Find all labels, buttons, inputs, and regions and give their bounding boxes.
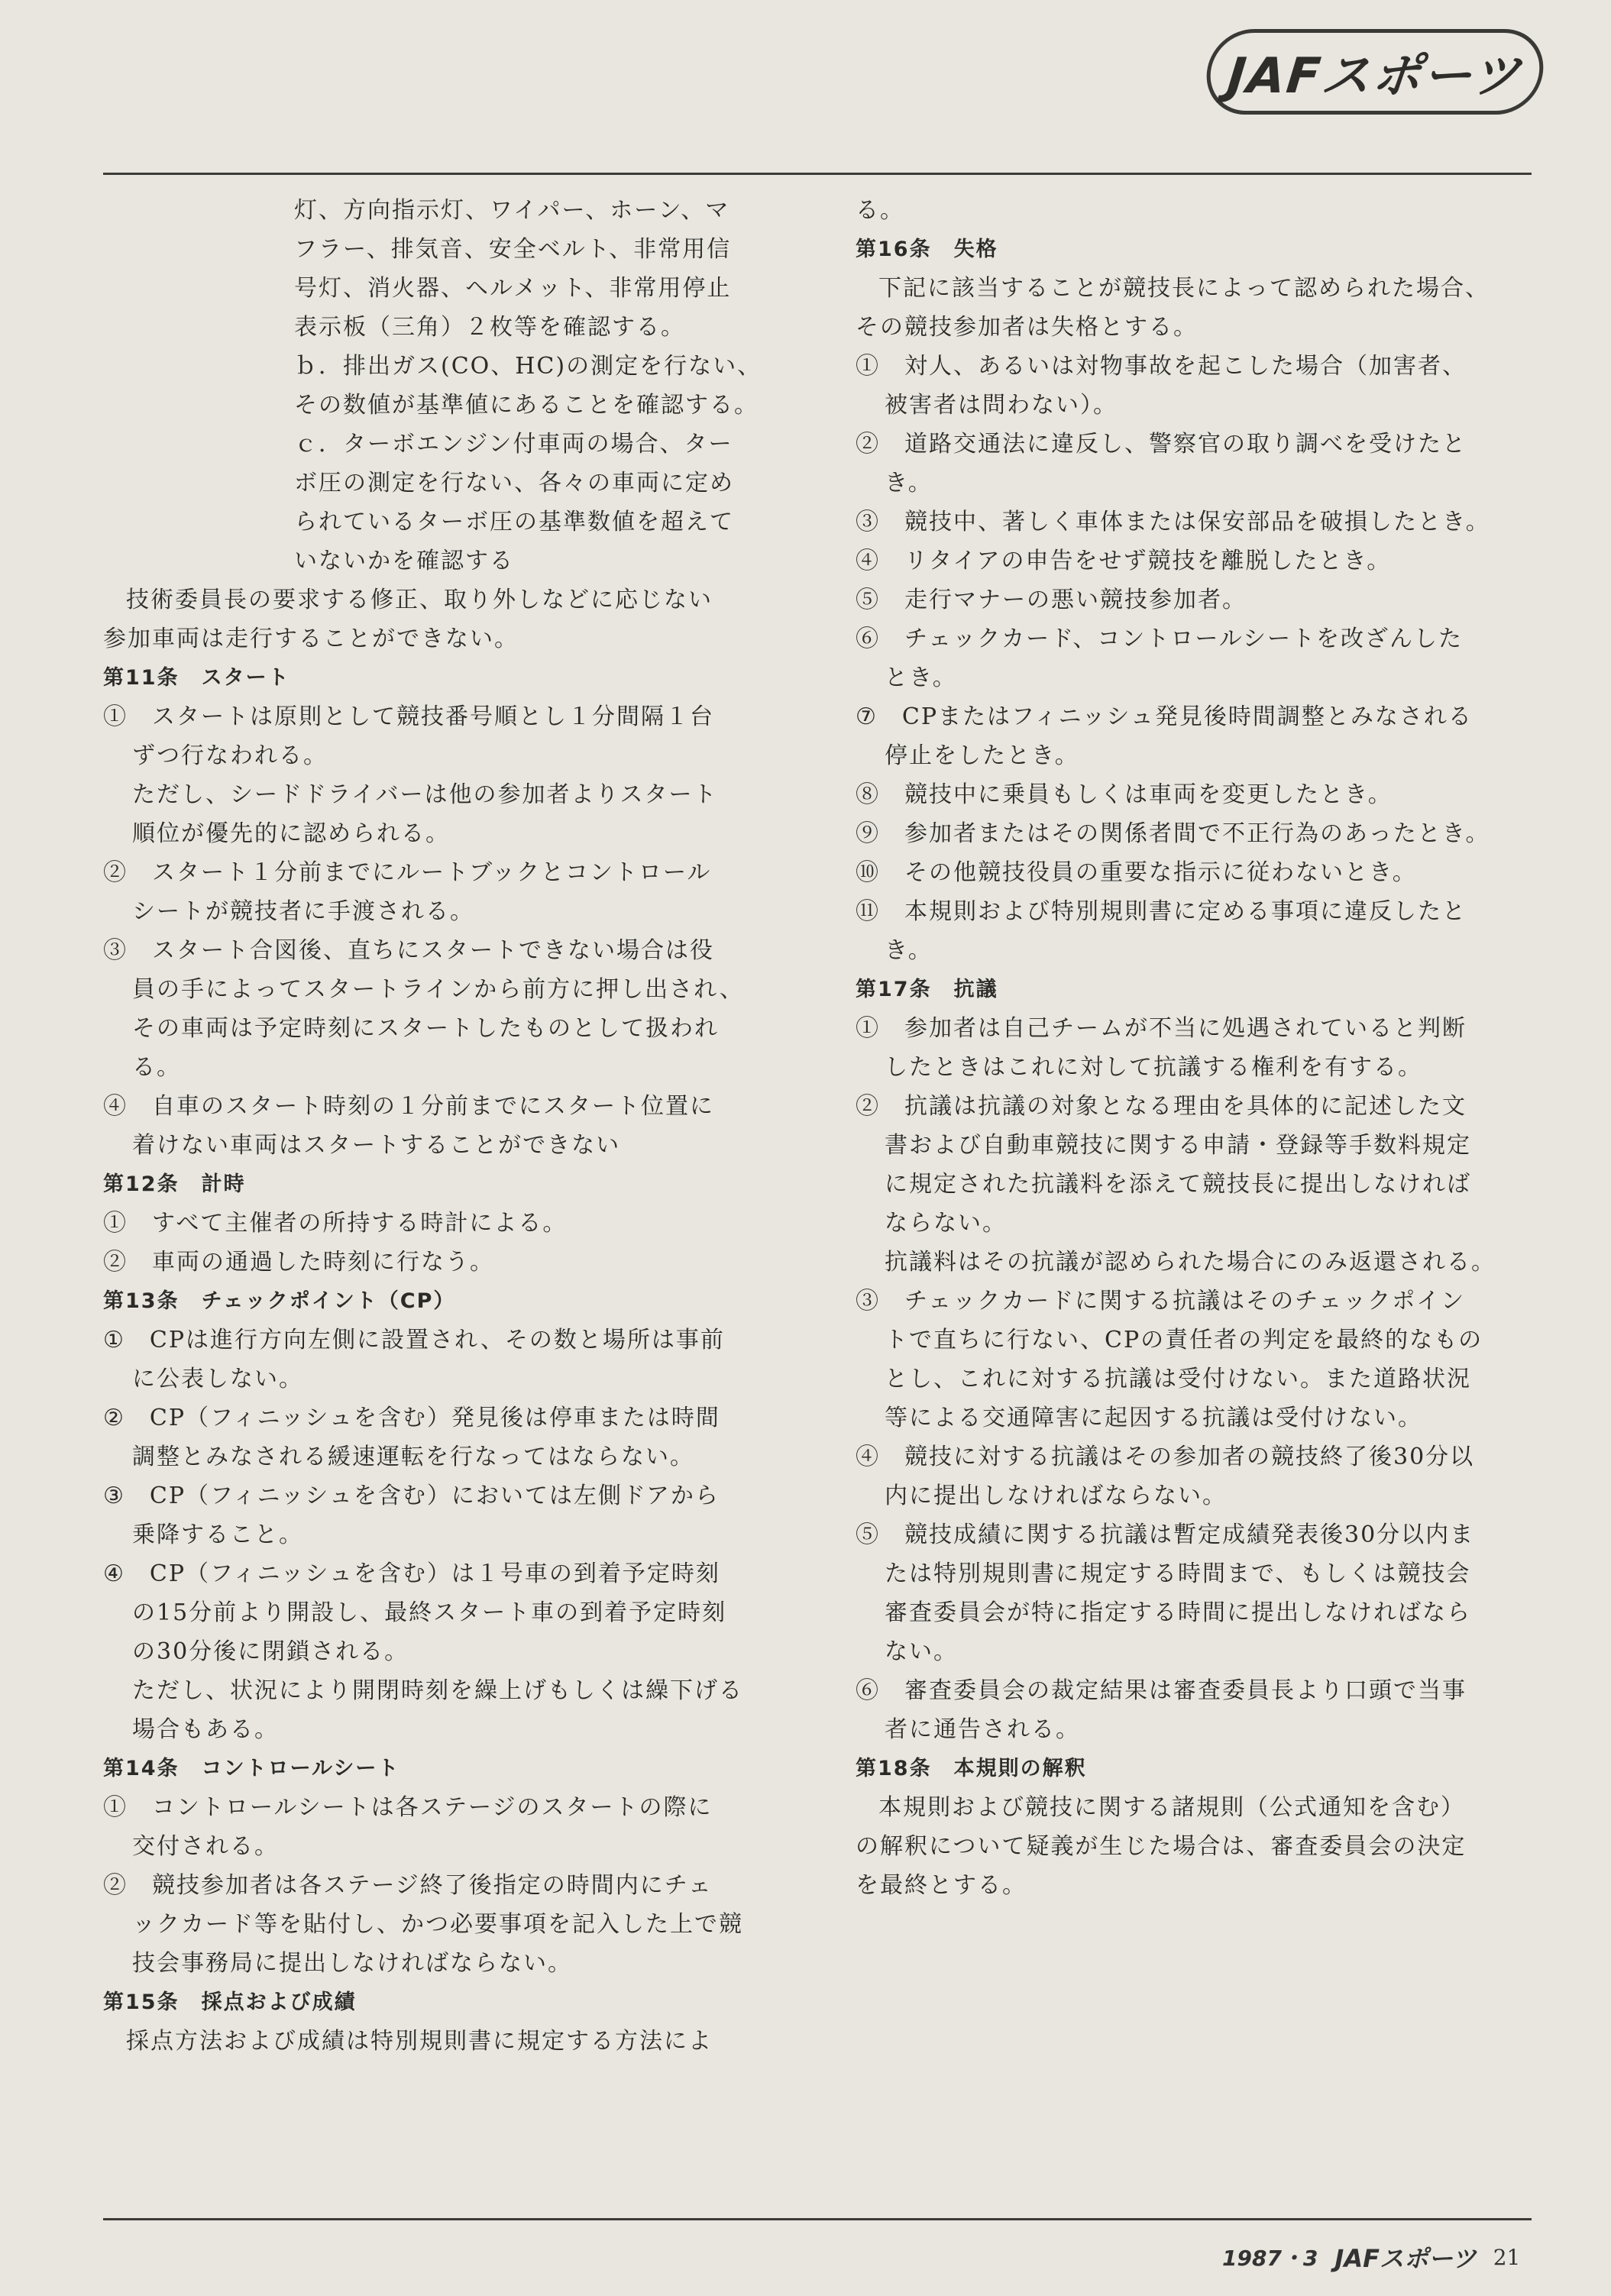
text-line: 内に提出しなければならない。 <box>885 1483 1227 1509</box>
text-line: トで直ちに行ない、CPの責任者の判定を最終的なもの <box>885 1327 1483 1353</box>
left-column <box>103 191 794 2061</box>
text-line: ② 抗議は抗議の対象となる理由を具体的に記述した文 <box>856 1093 1467 1120</box>
text-line: き。 <box>885 470 933 496</box>
text-line: ② スタート１分前までにルートブックとコントロール <box>103 859 712 886</box>
header-rule <box>103 173 1532 175</box>
text-line: ② 道路交通法に違反し、警察官の取り調べを受けたと <box>856 431 1467 458</box>
text-line: ③ CP（フィニッシュを含む）においては左側ドアから <box>103 1483 720 1509</box>
text-line: ④ 競技に対する抗議はその参加者の競技終了後30分以 <box>856 1444 1475 1470</box>
text-line: ずつ行なわれる。 <box>132 742 328 769</box>
text-line: 交付される。 <box>132 1833 279 1860</box>
text-line: 等による交通障害に起因する抗議は受付けない。 <box>885 1405 1422 1431</box>
text-line: ④ 自車のスタート時刻の１分前までにスタート位置に <box>103 1093 714 1120</box>
text-line: ただし、状況により開閉時刻を繰上げもしくは繰下げる <box>132 1677 743 1704</box>
text-line: ⑥ 審査委員会の裁定結果は審査委員長より口頭で当事 <box>856 1677 1467 1704</box>
text-line: ｂ．排出ガス(CO、HC)の測定を行ない、 <box>294 353 762 380</box>
text-line: ⑥ チェックカード、コントロールシートを改ざんした <box>856 626 1464 652</box>
text-line: シートが競技者に手渡される。 <box>132 898 474 925</box>
text-line: 抗議料はその抗議が認められた場合にのみ返還される。 <box>885 1249 1496 1276</box>
text-line: 号灯、消火器、ヘルメット、非常用停止 <box>294 275 732 302</box>
article-heading: 第13条 チェックポイント（CP） <box>103 1289 456 1313</box>
text-line: 被害者は問わない）。 <box>885 392 1118 419</box>
magazine-logo: JAFスポーツ <box>1202 29 1548 115</box>
text-line: 審査委員会が特に指定する時間に提出しなければなら <box>885 1599 1471 1626</box>
article-heading: 第18条 本規則の解釈 <box>856 1757 1087 1780</box>
text-line: 調整とみなされる緩速運転を行なってはならない。 <box>132 1444 694 1470</box>
text-line: 員の手によってスタートラインから前方に押し出され、 <box>132 976 744 1003</box>
text-line: 順位が優先的に認められる。 <box>132 820 450 847</box>
text-line: 採点方法および成績は特別規則書に規定する方法によ <box>126 2028 713 2055</box>
text-line: とし、これに対する抗議は受付けない。また道路状況 <box>885 1366 1471 1392</box>
text-line: 灯、方向指示灯、ワイパー、ホーン、マ <box>294 197 730 224</box>
text-line: 参加車両は走行することができない。 <box>103 626 519 652</box>
text-line: ⑦ CPまたはフィニッシュ発見後時間調整とみなされる <box>856 703 1473 730</box>
page-number: 21 <box>1493 2244 1521 2270</box>
text-line: に公表しない。 <box>132 1366 303 1392</box>
text-line: 乗降すること。 <box>132 1522 303 1548</box>
text-line: ⑨ 参加者またはその関係者間で不正行為のあったとき。 <box>856 820 1490 847</box>
text-line: ない。 <box>885 1638 958 1665</box>
text-line: を最終とする。 <box>856 1872 1027 1899</box>
text-line: ⑩ その他競技役員の重要な指示に従わないとき。 <box>856 859 1417 886</box>
text-line: ③ チェックカードに関する抗議はそのチェックポイン <box>856 1288 1466 1315</box>
text-line: る。 <box>856 197 904 224</box>
text-line: その数値が基準値にあることを確認する。 <box>294 392 759 419</box>
text-line: ⑪ 本規則および特別規則書に定める事項に違反したと <box>856 898 1467 925</box>
article-heading: 第16条 失格 <box>856 238 998 261</box>
text-line: 本規則および競技に関する諸規則（公式通知を含む） <box>878 1794 1465 1821</box>
text-line: き。 <box>885 937 933 964</box>
text-line: に規定された抗議料を添えて競技長に提出しなければ <box>885 1171 1471 1198</box>
text-line: たは特別規則書に規定する時間まで、もしくは競技会 <box>885 1560 1471 1587</box>
text-line: ① 対人、あるいは対物事故を起こした場合（加害者、 <box>856 353 1467 380</box>
text-line: 技会事務局に提出しなければならない。 <box>132 1950 572 1977</box>
issue-date: 1987・3 <box>1222 2246 1318 2271</box>
article-heading: 第15条 採点および成績 <box>103 1990 357 2014</box>
text-line: ボ圧の測定を行ない、各々の車両に定め <box>294 470 734 496</box>
text-line: ② 車両の通過した時刻に行なう。 <box>103 1249 494 1276</box>
text-line: 技術委員長の要求する修正、取り外しなどに応じない <box>126 587 713 613</box>
text-line: ｃ．ターボエンジン付車両の場合、ター <box>294 431 733 458</box>
footer-magazine-name: JAFスポーツ <box>1334 2244 1477 2273</box>
text-line: ① CPは進行方向左側に設置され、その数と場所は事前 <box>103 1327 725 1353</box>
text-line: ③ スタート合図後、直ちにスタートできない場合は役 <box>103 937 714 964</box>
footer-rule <box>103 2218 1532 2220</box>
text-line: 場合もある。 <box>132 1716 279 1743</box>
text-line: ならない。 <box>885 1210 1007 1237</box>
text-line: の15分前より開設し、最終スタート車の到着予定時刻 <box>132 1599 727 1626</box>
article-heading: 第12条 計時 <box>103 1172 246 1196</box>
text-line: したときはこれに対して抗議する権利を有する。 <box>885 1054 1422 1081</box>
text-line: 着けない車両はスタートすることができない <box>132 1132 621 1159</box>
text-line: 停止をしたとき。 <box>885 742 1079 769</box>
text-line: ⑤ 走行マナーの悪い競技参加者。 <box>856 587 1247 613</box>
text-line: ① コントロールシートは各ステージのスタートの際に <box>103 1794 713 1821</box>
text-line: ④ リタイアの申告をせず競技を離脱したとき。 <box>856 548 1392 574</box>
text-line: ① すべて主催者の所持する時計による。 <box>103 1210 568 1237</box>
text-line: 者に通告される。 <box>885 1716 1080 1743</box>
text-line: ⑤ 競技成績に関する抗議は暫定成績発表後30分以内ま <box>856 1522 1475 1548</box>
text-line: ④ CP（フィニッシュを含む）は１号車の到着予定時刻 <box>103 1560 720 1587</box>
text-line: ② CP（フィニッシュを含む）発見後は停車または時間 <box>103 1405 720 1431</box>
text-line: ただし、シードドライバーは他の参加者よりスタート <box>132 781 718 808</box>
text-line: 表示板（三角）２枚等を確認する。 <box>294 314 685 341</box>
text-line: の解釈について疑義が生じた場合は、審査委員会の決定 <box>856 1833 1467 1860</box>
text-line: ① スタートは原則として競技番号順とし１分間隔１台 <box>103 703 714 730</box>
text-line: ② 競技参加者は各ステージ終了後指定の時間内にチェ <box>103 1872 713 1899</box>
text-line: られているターボ圧の基準数値を超えて <box>294 509 734 535</box>
text-line: フラー、排気音、安全ベルト、非常用信 <box>294 236 732 263</box>
text-line: ックカード等を貼付し、かつ必要事項を記入した上で競 <box>132 1911 743 1938</box>
article-heading: 第14条 コントロールシート <box>103 1757 400 1780</box>
text-line: いないかを確認する <box>294 548 514 574</box>
text-line: る。 <box>132 1054 181 1081</box>
text-line: とき。 <box>885 665 957 691</box>
text-line: ③ 競技中、著しく車体または保安部品を破損したとき。 <box>856 509 1490 535</box>
right-column <box>856 191 1543 1905</box>
text-line: の30分後に閉鎖される。 <box>132 1638 409 1665</box>
text-line: その競技参加者は失格とする。 <box>856 314 1198 341</box>
page-footer <box>1222 2239 1543 2275</box>
text-line: 下記に該当することが競技長によって認められた場合、 <box>878 275 1490 302</box>
text-line: その車両は予定時刻にスタートしたものとして扱われ <box>132 1015 719 1042</box>
article-heading: 第11条 スタート <box>103 666 290 690</box>
article-heading: 第17条 抗議 <box>856 978 998 1001</box>
text-line: 書および自動車競技に関する申請・登録等手数料規定 <box>885 1132 1471 1159</box>
text-line: ⑧ 競技中に乗員もしくは車両を変更したとき。 <box>856 781 1393 808</box>
text-line: ① 参加者は自己チームが不当に処遇されていると判断 <box>856 1015 1467 1042</box>
